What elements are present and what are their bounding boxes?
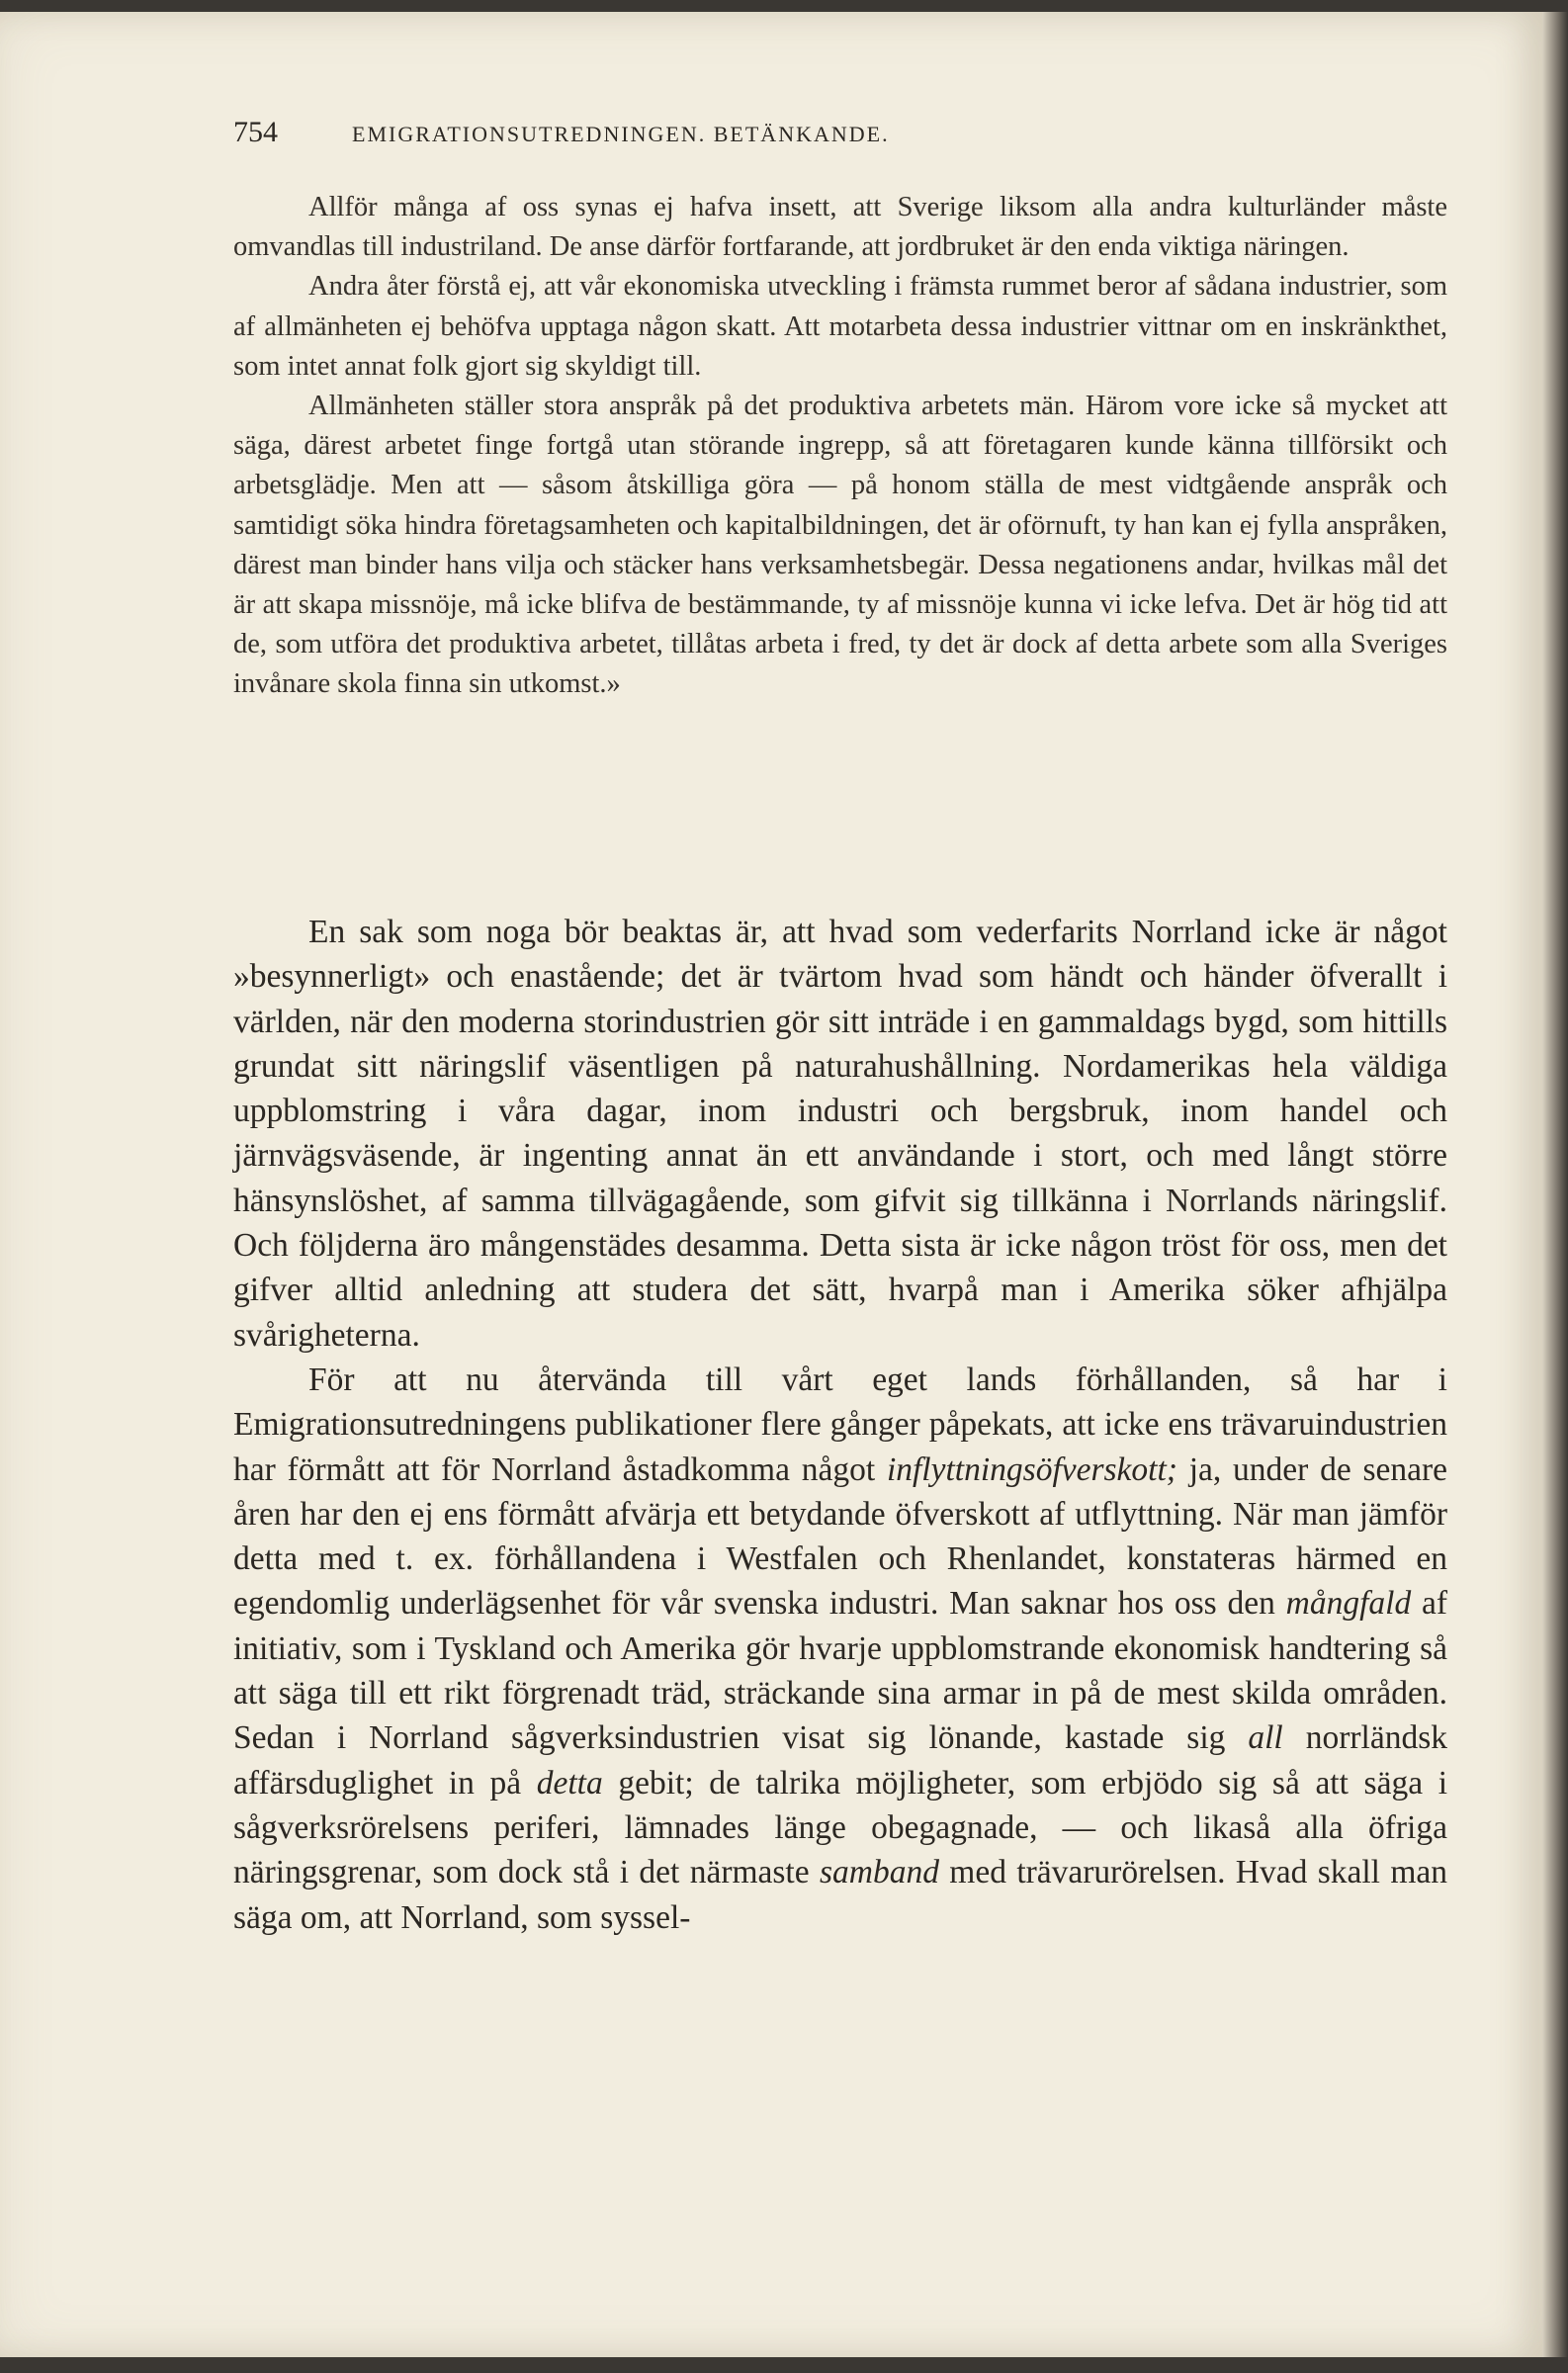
page-edge-shadow [1542, 12, 1568, 2357]
italic-emphasis: inflyttningsöfverskott; [886, 1450, 1177, 1488]
quoted-passage [233, 188, 1447, 705]
book-page [0, 12, 1542, 2357]
text-run: ja, under de senare åren har den ej ens förmått afvärja ett betydande öfverskott af utflyttning. När man jämför detta med t. ex. förhållandena i Westfalen och Rhenlandet, konstateras härmed en egendomlig underlägsenhet för vår svenska industri. Man saknar hos oss den [233, 1450, 1447, 1623]
body-paragraph [233, 1358, 1447, 1940]
body-paragraph: En sak som noga bör beaktas är, att hvad som vederfarits Norrland icke är något »besynnerligt» och enastående; det är tvärtom hvad som händt och händer öfverallt i världen, när den moderna storindustrien gör sitt inträde i en gammaldags bygd, som hittills grundat sitt näringslif väsentligen på naturahushållning. Nordamerikas hela väldiga uppblomstring i våra dagar, inom industri och bergsbruk, inom handel och järnvägsväsende, är ingenting annat än ett användande i stort, och med långt större hänsynslöshet, af samma tillvägagående, som gifvit sig tillkänna i Norrlands näringslif. Och följderna äro mångenstädes desamma. Detta sista är icke någon tröst för oss, men det gifver alltid anledning att studera det sätt, hvarpå man i Amerika söker afhjälpa svårigheterna. [233, 914, 1447, 1354]
text-run: med trävarurörelsen. Hvad skall man säga om, att Norrland, som syssel- [233, 1854, 1448, 1936]
italic-emphasis: samband [819, 1854, 939, 1891]
italic-emphasis: all [1248, 1719, 1283, 1757]
italic-emphasis: mångfald [1285, 1585, 1412, 1623]
running-title: EMIGRATIONSUTREDNINGEN. BETÄNKANDE. [352, 122, 890, 146]
text-run: För att nu återvända till vårt eget lands förhållanden, så har i Emigrationsutredningens publikationer flere gånger påpekats, att icke ens trävaruindustrien har förmått att för Norrland åstadkomma något [233, 1361, 1447, 1488]
text-run: gebit; de talrika möjligheter, som erbjödo sig så att säga i sågverksrörelsens periferi, lämnades länge obegagnade, — och likaså alla öfriga näringsgrenar, som dock stå i det närmaste [233, 1764, 1448, 1891]
text-run: af initiativ, som i Tyskland och Amerika gör hvarje uppblomstrande ekonomisk handtering så att säga till ett rikt förgrenadt träd, sträckande sina armar in på de mest skilda områden. Sedan i Norrland sågverksindustrien visat sig lönande, kastade sig [233, 1585, 1447, 1757]
running-header [233, 116, 1449, 155]
quote-paragraph: Allmänheten ställer stora anspråk på det produktiva arbetets män. Härom vore icke så mycket att säga, därest arbetet finge fortgå utan störande ingrepp, så att företagaren kunde känna tillförsikt och arbetsglädje. Men att — såsom åtskilliga göra — på honom ställa de mest vidtgående anspråk och samtidigt söka hindra företagsamheten och kapitalbildningen, det är oförnuft, ty han kan ej fylla anspråken, därest man binder hans vilja och stäcker hans verksamhetsbegär. Dessa negationens andar, hvilkas mål det är att skapa missnöje, må icke blifva de bestämmande, ty af missnöje kunna vi icke lefva. Det är hög tid att de, som utföra det produktiva arbetet, tillåtas arbeta i fred, ty det är dock af detta arbete som alla Sveriges invånare skola finna sin utkomst.» [233, 391, 1447, 700]
page-number: 754 [233, 116, 278, 148]
quote-paragraph: Allför många af oss synas ej hafva insett, att Sverige liksom alla andra kulturländer måste omvandlas till industriland. De anse därför fortfarande, att jordbruket är den enda viktiga näringen. [233, 192, 1447, 263]
italic-emphasis: detta [536, 1764, 603, 1802]
text-run: norrländsk affärsduglighet in på [233, 1719, 1447, 1802]
main-text [233, 910, 1447, 1940]
quote-paragraph: Andra åter förstå ej, att vår ekonomiska utveckling i främsta rummet beror af sådana industrier, som af allmänheten ej behöfva upptaga någon skatt. Att motarbeta dessa industrier vittnar om en inskränkthet, som intet annat folk gjort sig skyldigt till. [233, 271, 1447, 382]
